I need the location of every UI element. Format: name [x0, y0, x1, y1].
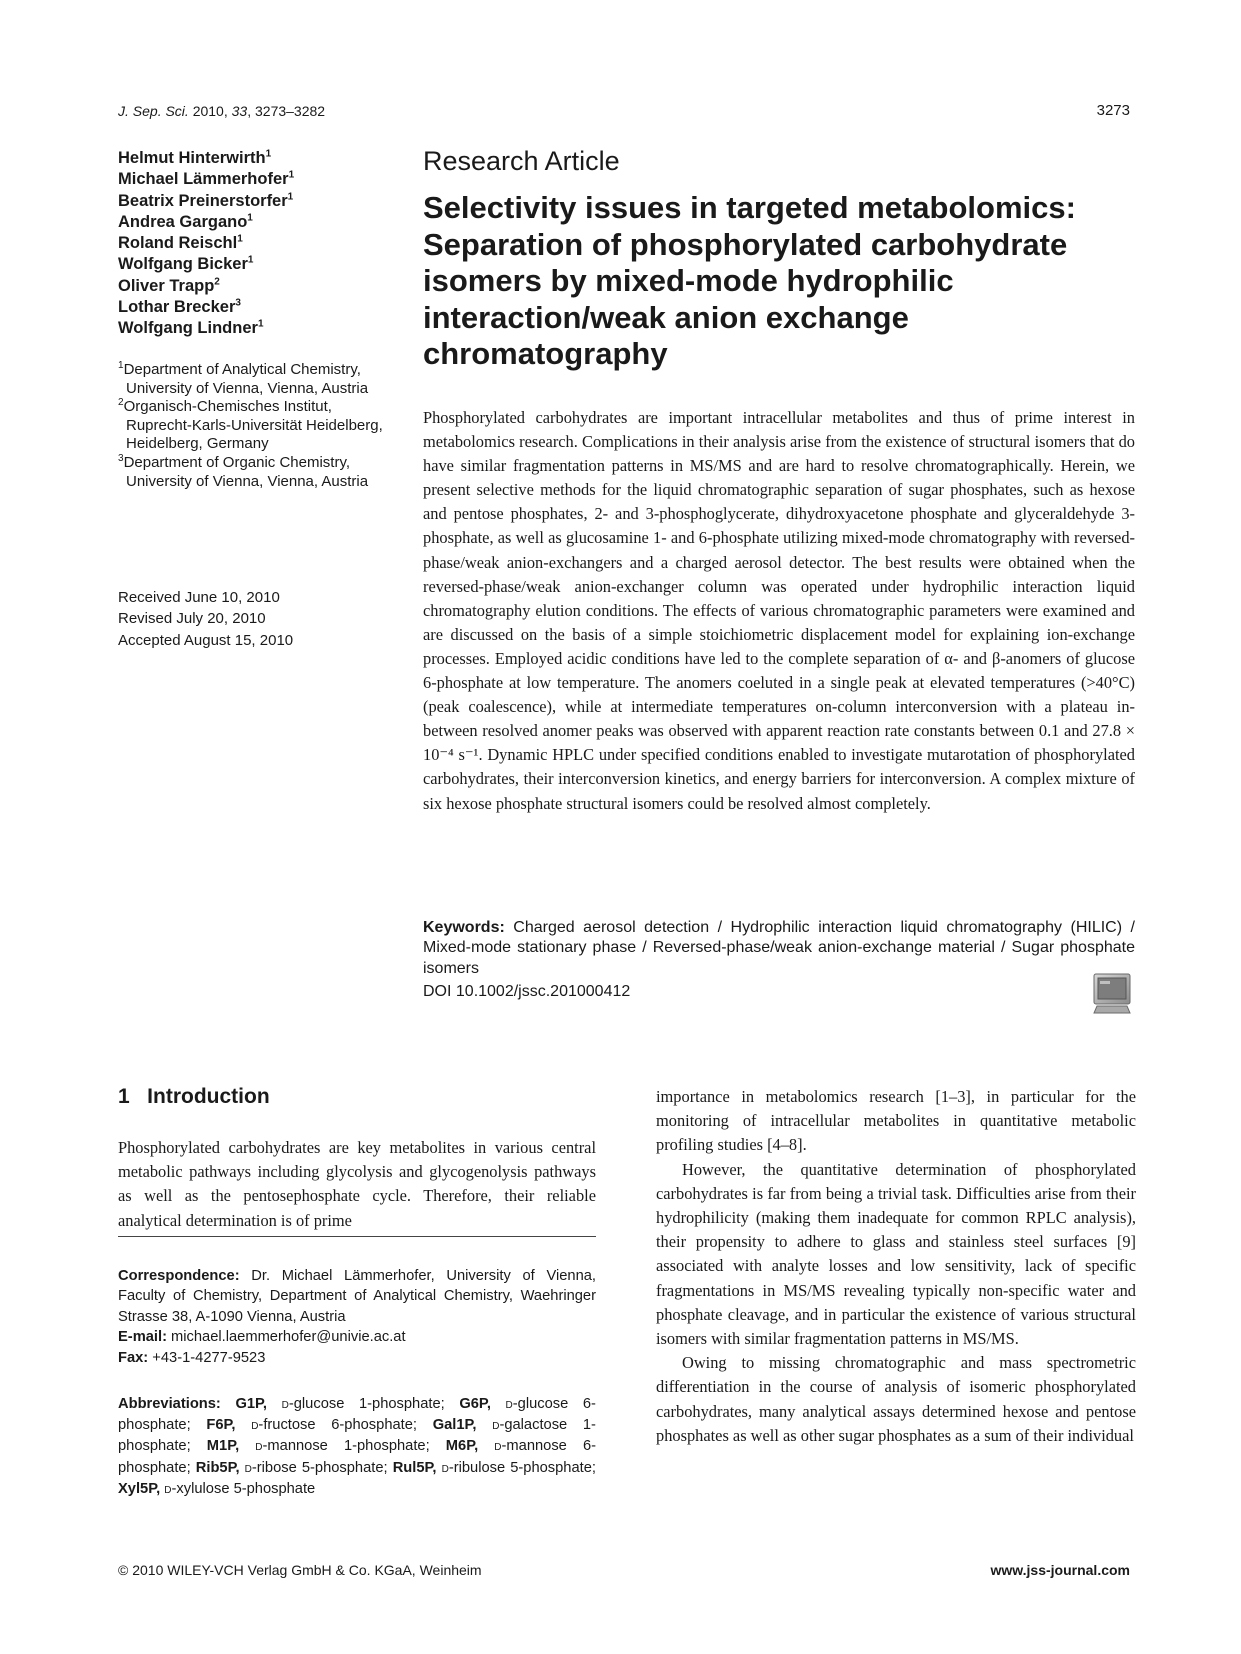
correspondence-footnote: Correspondence: Dr. Michael Lämmerhofer, University of Vienna, Faculty of Chemistry, Department of Analytical Chemistry, Waehringer Strasse 38, A-1090 Vienna, Austria E-mail: michael.laemmerhofer@univie.ac.at Fax: +43-1-4277-9523 [118, 1268, 596, 1366]
abbreviation-term: M6P, [445, 1438, 479, 1455]
email-address[interactable]: michael.laemmerhofer@univie.ac.at [166, 1329, 406, 1346]
affiliation: $^3$Department of Organic Chemistry, University of Vienna, Vienna, Austria [118, 452, 369, 490]
article-type: Research Article [423, 146, 620, 176]
author-name: Lothar Brecker$^3$ [118, 297, 241, 317]
abbreviation-term: Xyl5P, [118, 1480, 161, 1497]
keywords [423, 918, 1135, 979]
affiliation-list [118, 361, 388, 491]
abbreviation-definition: d-galactose 1-phosphate; [118, 1417, 596, 1455]
abbreviation-term: G1P, [235, 1396, 268, 1412]
author-list [118, 148, 294, 340]
accepted-date: Accepted August 15, 2010 [118, 631, 294, 649]
email-label: E-mail: [118, 1329, 167, 1346]
journal-citation: J. Sep. Sci. 2010, 33, 3273–3282 [118, 103, 326, 119]
abbreviation-term: M1P, [206, 1438, 240, 1455]
affiliation: $^1$Department of Analytical Chemistry, University of Vienna, Vienna, Austria [118, 360, 369, 397]
abbreviation-definition: d-mannose 6-phosphate; [118, 1438, 596, 1476]
abbreviation-term: Rib5P, [195, 1459, 240, 1476]
author-name: Oliver Trapp$^2$ [118, 276, 220, 295]
author-name: Helmut Hinterwirth$^1$ [118, 148, 272, 167]
journal-abbrev: J. Sep. Sci. [118, 103, 189, 119]
fax-number: +43-1-4277-9523 [148, 1349, 266, 1366]
abbreviations-label: Abbreviations: [118, 1396, 221, 1412]
abbreviation-term: Rul5P, [392, 1459, 437, 1476]
author-name: Beatrix Preinerstorfer$^1$ [118, 191, 294, 210]
author-name: Roland Reischl$^1$ [118, 233, 243, 253]
keywords-label: Keywords: [423, 919, 505, 936]
abbreviation-definition: d-mannose 1-phosphate; [255, 1438, 430, 1455]
affiliation: $^2$Organisch-Chemisches Institut, Ruprecht-Karls-Universität Heidelberg, Heidelberg, Germany [118, 397, 383, 453]
author-name: Michael Lämmerhofer$^1$ [118, 169, 295, 189]
doi-link[interactable]: DOI 10.1002/jssc.201000412 [423, 983, 631, 1000]
article-title: Selectivity issues in targeted metabolomics: Separation of phosphorylated carbohydrate isomers by mixed-mode hydrophilic interaction/weak anion exchange chromatography [423, 190, 1076, 372]
correspondence-label: Correspondence: [118, 1268, 240, 1284]
monitor-icon[interactable] [1093, 973, 1131, 1015]
abbreviations-footnote [118, 1394, 596, 1500]
author-name: Andrea Gargano$^1$ [118, 212, 253, 231]
intro-paragraph-2: importance in metabolomics research [1–3], in particular for the monitoring of intracellular metabolites in quantitative metabolic profiling studies [4–8]. [656, 1087, 1136, 1155]
abbreviation-definition: d-ribose 5-phosphate; [244, 1459, 388, 1476]
abbreviation-definition: d-fructose 6-phosphate; [251, 1417, 417, 1434]
author-name: Wolfgang Lindner$^1$ [118, 318, 264, 338]
page-number: 3273 [1096, 102, 1130, 119]
journal-website-link[interactable]: www.jss-journal.com [990, 1562, 1130, 1578]
author-name: Wolfgang Bicker$^1$ [118, 254, 254, 274]
intro-paragraph-3: However, the quantitative determination of phosphorylated carbohydrates is far from being a trivial task. Difficulties arise from their hydrophilicity (making them inadequate for common RPLC analysis), their propensity to adhere to glass and stainless steel surfaces [9] associated with analyte losses and low sensitivity, lack of specific fragmentations in MS/MS revealing typically non-specific water and phosphate cleavage, and in particular the existence of various structural isomers with similar fragmentation patterns in MS/MS. [656, 1159, 1136, 1349]
copyright-footer: © 2010 WILEY-VCH Verlag GmbH & Co. KGaA, Weinheim [118, 1562, 482, 1578]
abbreviation-definition: d-glucose 1-phosphate; [281, 1396, 445, 1412]
keywords-text: Charged aerosol detection / Hydrophilic interaction liquid chromatography (HILIC) / Mixed-mode stationary phase / Reversed-phase/weak anion-exchange material / Sugar phosphate isomers [423, 919, 1135, 977]
intro-paragraph-4: Owing to missing chromatographic and mass spectrometric differentiation in the course of analysis of isomeric phosphorylated carbohydrates, many analytical assays determined hexose and pentose phosphates as well as other sugar phosphates as a sum of their individual [656, 1353, 1136, 1445]
abbreviation-term: Gal1P, [432, 1417, 477, 1434]
article-dates [118, 587, 293, 651]
footnote-divider [118, 1236, 596, 1237]
abbreviation-term: F6P, [206, 1417, 236, 1434]
intro-paragraph-1: Phosphorylated carbohydrates are key metabolites in various central metabolic pathways including glycolysis and glycogenolysis pathways as well as the pentosephosphate cycle. Therefore, their reliable analytical determination is of prime [118, 1138, 596, 1230]
abbreviation-term: G6P, [459, 1396, 491, 1412]
abbreviation-definition: d-xylulose 5-phosphate [164, 1480, 316, 1497]
received-date: Received June 10, 2010 [118, 589, 280, 606]
abbreviation-definition: d-glucose 6-phosphate; [118, 1396, 596, 1434]
intro-column-2 [656, 1085, 1136, 1448]
fax-label: Fax: [118, 1349, 149, 1366]
section-heading-introduction: 1 Introduction [118, 1085, 270, 1108]
abbreviation-definition: d-ribulose 5-phosphate; [441, 1459, 596, 1476]
revised-date: Revised July 20, 2010 [118, 610, 266, 628]
abstract: Phosphorylated carbohydrates are important intracellular metabolites and thus of prime interest in metabolomics research. Complications in their analysis arise from the existence of structural isomers that do have similar fragmentation patterns in MS/MS and are hard to resolve chromatographically. Herein, we present selective methods for the liquid chromatographic separation of sugar phosphates, such as hexose and pentose phosphates, 2- and 3-phosphoglycerate, dihydroxyacetone phosphate and glyceraldehyde 3-phosphate, as well as glucosamine 1- and 6-phosphate utilizing mixed-mode chromatography with reversed-phase/weak anion-exchangers and a charged aerosol detector. The best results were obtained when the reversed-phase/weak anion-exchanger column was operated under hydrophilic interaction liquid chromatography elution conditions. The effects of various chromatographic parameters were examined and are discussed on the basis of a simple stoichiometric displacement model for explaining ion-exchange processes. Employed acidic conditions have led to the complete separation of α- and β-anomers of glucose 6-phosphate at low temperature. The anomers coeluted in a single peak at elevated temperatures (>40°C) (peak coalescence), while at intermediate temperatures on-column interconversion with a plateau in-between resolved anomer peaks was observed with apparent reaction rate constants between 0.1 and 27.8 × 10⁻⁴ s⁻¹. Dynamic HPLC under specified conditions enabled to investigate mutarotation of phosphorylated carbohydrates, their interconversion kinetics, and energy barriers for interconversion. A complex mixture of six hexose phosphate structural isomers could be resolved almost completely. [423, 408, 1135, 813]
